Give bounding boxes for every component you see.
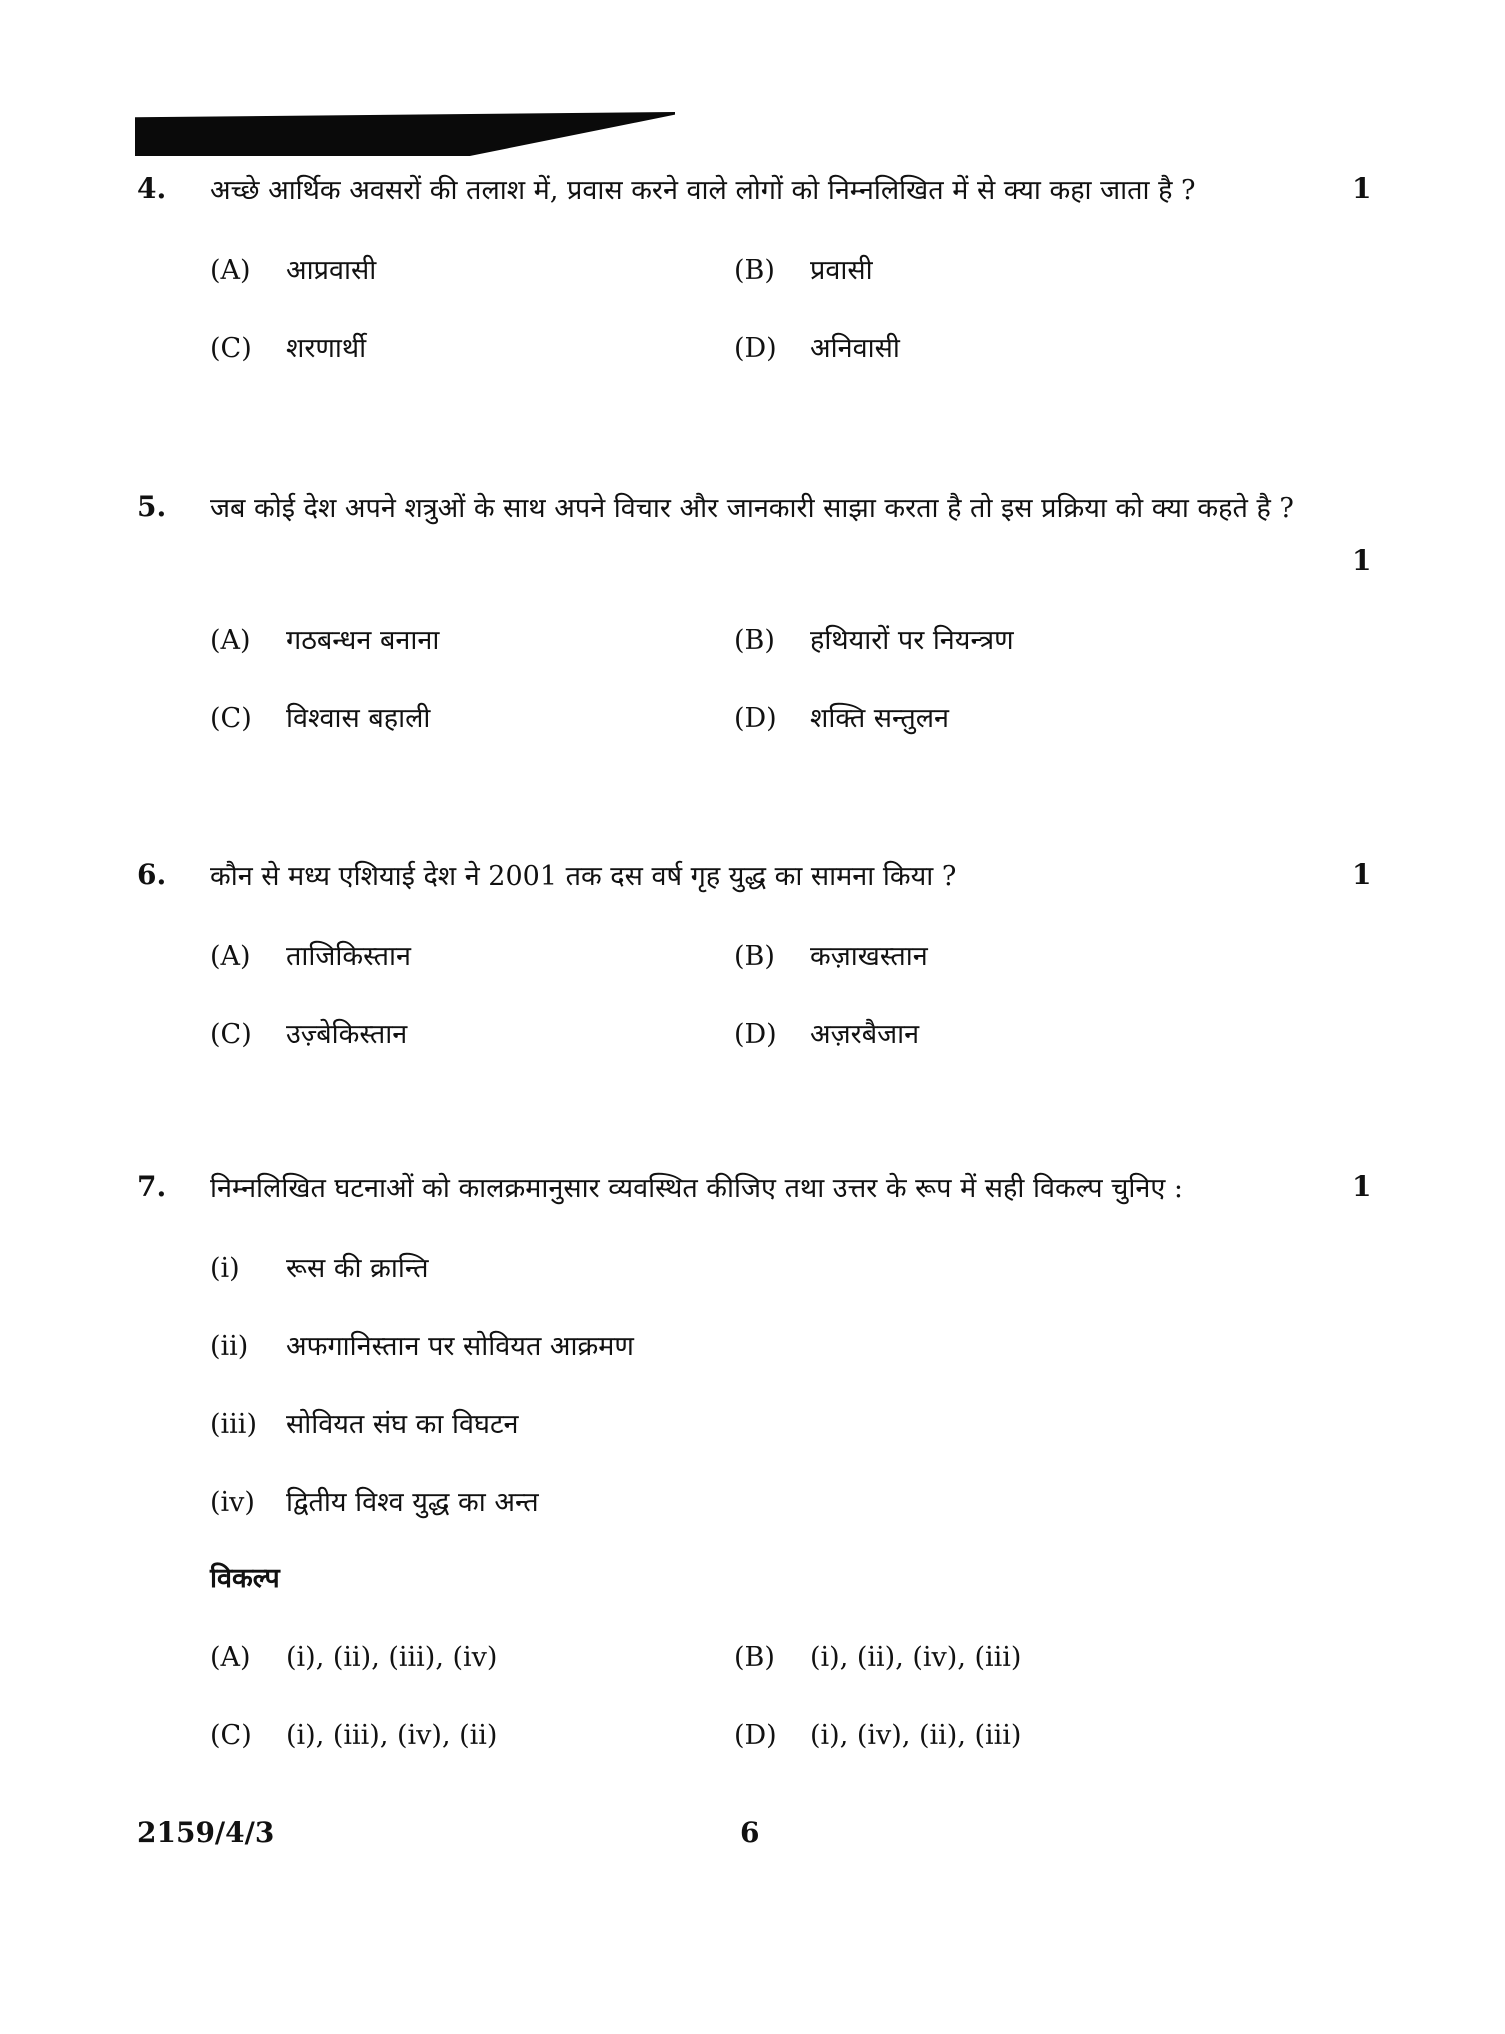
option-d: (D) शक्ति सन्तुलन [734,703,950,734]
question-text: जब कोई देश अपने शत्रुओं के साथ अपने विचार और जानकारी साझा करता है तो इस प्रक्रिया को क्या कहते है ? [210,493,1294,524]
redaction-bar [135,112,675,156]
option-d: (D) अनिवासी [734,333,900,364]
event-item-ii: (ii) अफगानिस्तान पर सोवियत आक्रमण [210,1331,634,1362]
option-a: (A) आप्रवासी [210,255,377,286]
option-c: (C) विश्वास बहाली [210,703,431,734]
option-d: (D) (i), (iv), (ii), (iii) [734,1720,1022,1751]
question-marks: 1 [1352,1170,1372,1203]
question-text: निम्नलिखित घटनाओं को कालक्रमानुसार व्यवस्थित कीजिए तथा उत्तर के रूप में सही विकल्प चुनिए : [210,1173,1183,1204]
option-a: (A) (i), (ii), (iii), (iv) [210,1642,498,1673]
question-number: 5. [137,490,167,523]
event-item-iv: (iv) द्वितीय विश्व युद्ध का अन्त [210,1487,539,1518]
event-item-iii: (iii) सोवियत संघ का विघटन [210,1409,519,1440]
option-b: (B) कज़ाखस्तान [734,941,928,972]
question-marks: 1 [1352,858,1372,891]
option-b: (B) हथियारों पर नियन्त्रण [734,625,1014,656]
option-a: (A) ताजिकिस्तान [210,941,412,972]
option-c: (C) (i), (iii), (iv), (ii) [210,1720,498,1751]
options-heading: विकल्प [210,1563,280,1594]
option-a: (A) गठबन्धन बनाना [210,625,440,656]
option-d: (D) अज़रबैजान [734,1019,920,1050]
question-number: 7. [137,1170,167,1203]
page-number: 6 [740,1816,760,1849]
option-b: (B) प्रवासी [734,255,873,286]
question-marks: 1 [1352,172,1372,205]
question-number: 6. [137,858,167,891]
question-marks: 1 [1352,544,1372,577]
option-c: (C) शरणार्थी [210,333,367,364]
paper-code: 2159/4/3 [137,1816,275,1849]
question-text: कौन से मध्य एशियाई देश ने 2001 तक दस वर्ष गृह युद्ध का सामना किया ? [210,861,957,892]
question-number: 4. [137,172,167,205]
option-b: (B) (i), (ii), (iv), (iii) [734,1642,1022,1673]
event-item-i: (i) रूस की क्रान्ति [210,1253,429,1284]
question-text: अच्छे आर्थिक अवसरों की तलाश में, प्रवास करने वाले लोगों को निम्नलिखित में से क्या कहा जाता है ? [210,175,1196,206]
option-c: (C) उज़्बेकिस्तान [210,1019,408,1050]
